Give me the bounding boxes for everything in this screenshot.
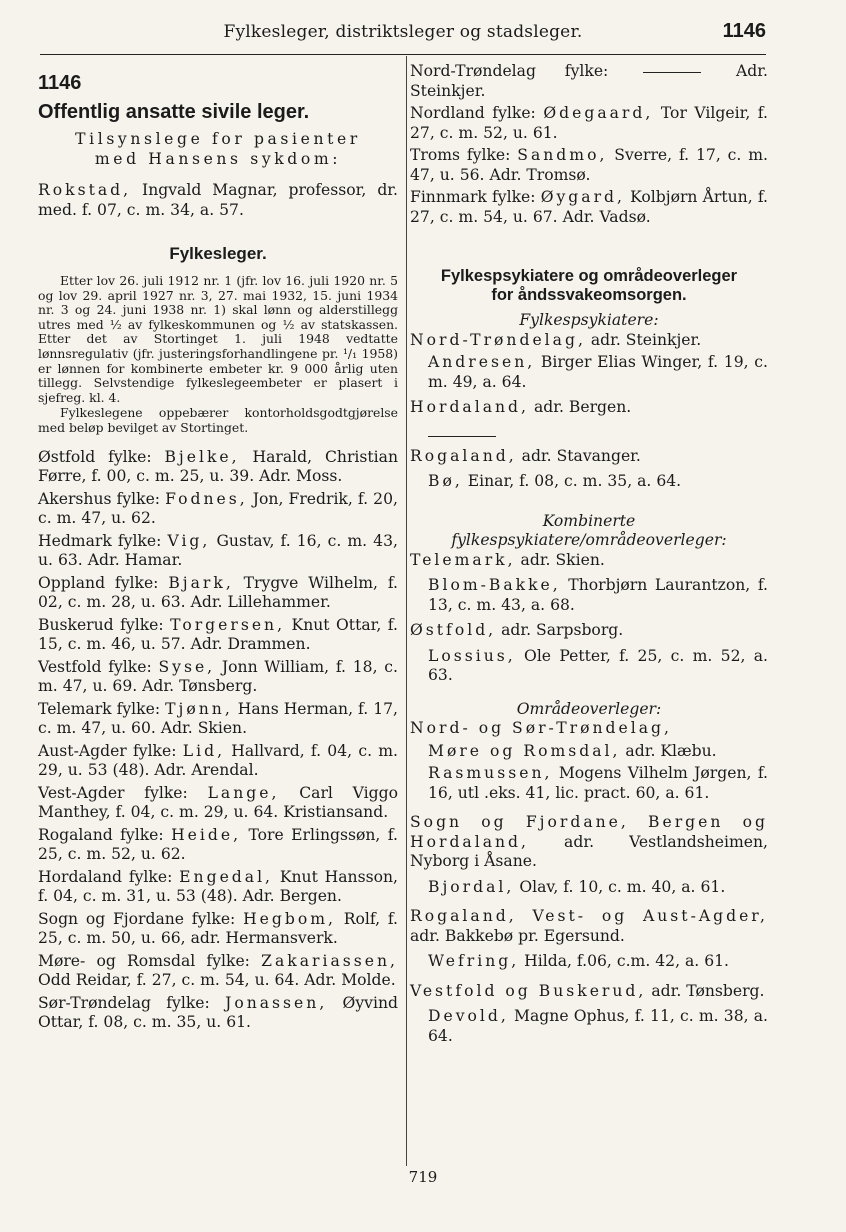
person-name: Bø,: [428, 472, 463, 490]
region-rogaland: [410, 447, 768, 467]
person-name: Rokstad,: [38, 181, 132, 199]
person-name: Sandmo,: [517, 146, 608, 164]
person-name: Ødegaard,: [543, 104, 654, 122]
person-name: Fodnes,: [165, 489, 248, 508]
psych-heading-line-1: Fylkespsykiatere og områdeoverleger: [440, 267, 738, 285]
vacant-entry: [410, 421, 768, 443]
person-name: Devold,: [428, 1007, 509, 1025]
entry-wefring: [410, 952, 768, 972]
person-name: Bjark,: [168, 573, 234, 592]
entry-details: Thorbjørn Laurantzon, f. 13, c. m. 43, a. 68.: [428, 576, 768, 614]
region-more-romsdal: [410, 742, 768, 762]
column-divider: [406, 56, 407, 1166]
entry-nord-trondelag: [410, 62, 768, 101]
region-sogn-fjordane: [410, 813, 768, 872]
page-header: [40, 20, 766, 50]
entry-details: Gustav, f. 16, c. m. 43, u. 63. Adr. Hamar.: [38, 531, 398, 570]
county-label: Hordaland fylke:: [38, 867, 173, 886]
county-label: Aust-Agder fylke:: [38, 741, 177, 760]
person-name: Vig,: [167, 531, 211, 550]
person-name: Syse,: [158, 657, 216, 676]
tilsyn-heading-2: med Hansens sykdom:: [94, 149, 342, 168]
fylkeslege-list-continued: [410, 104, 768, 227]
running-title: Fylkesleger, distriktsleger og stadsleger.: [223, 22, 583, 42]
county-label: Vestfold fylke:: [38, 657, 152, 676]
person-name: Wefring,: [428, 952, 520, 970]
person-name: Lid,: [182, 741, 226, 760]
county-label: Hedmark fylke:: [38, 531, 162, 550]
county-entry: [38, 448, 398, 487]
tilsyn-heading-1: Tilsynslege for pasienter: [75, 130, 361, 148]
entry-details: Tor Vilgeir, f. 27, c. m. 52, u. 61.: [410, 104, 768, 142]
law-paragraph-2: Fylkeslegene oppebærer kontorholdsgodtgjørelse med beløp bevilget av Stortinget.: [38, 405, 398, 435]
fylkespsykiatere-label: Fylkespsykiatere:: [519, 311, 659, 329]
county-entry: [38, 910, 398, 949]
county-entry: [38, 700, 398, 739]
county-entry: [38, 784, 398, 823]
law-paragraph-1: Etter lov 26. juli 1912 nr. 1 (jfr. lov 16. juli 1920 nr. 5 og lov 29. april 1927 nr. 3, 27. mai 1932, 15. juni 1934 nr. 3 og 24. juni 1938 nr. 1) skal lønn og alderstillegg utres med ½ av fylkeskommunen og ½ av statskassen. Etter det av Stortinget 1. juli 1948 vedtatte lønnsregulativ (jfr. justeringsforhandlingene pr. ¹/₁ 1958) er lønnen for kombinerte embeter kr. 9 000 årlig uten tillegg. Selvstendige fylkeslegeembeter er plasert i sjefreg. kl. 4.: [38, 273, 398, 405]
county-label: Nordland fylke:: [410, 104, 536, 122]
entry-details: Hallvard, f. 04, c. m. 29, u. 53 (48). Adr. Arendal.: [38, 741, 399, 780]
entry-details: Hans Herman, f. 17, c. m. 47, u. 60. Adr. Skien.: [38, 699, 399, 738]
region-hordaland: [410, 398, 768, 418]
entry-details: Ole Petter, f. 25, c. m. 52, a. 63.: [428, 646, 768, 684]
county-entry: [38, 952, 398, 991]
section-number: 1146: [38, 72, 82, 94]
entry-details: Knut Ottar, f. 15, c. m. 46, u. 57. Adr. Drammen.: [38, 615, 398, 654]
county-entry: [38, 826, 398, 865]
region-name: Sogn og Fjordane, Bergen og Hordaland,: [410, 813, 768, 851]
entry-andresen: [410, 353, 768, 392]
entry-details: Olav, f. 10, c. m. 40, a. 61.: [514, 877, 726, 896]
county-entry: [38, 994, 398, 1033]
county-entry: [38, 868, 398, 907]
region-address: adr. Sarpsborg.: [496, 621, 624, 639]
entry-details: Adr. Steinkjer.: [410, 62, 768, 100]
entry-details: Odd Reidar, f. 27, c. m. 54, u. 64. Adr. Molde.: [38, 971, 396, 990]
region-rogaland-agder: [410, 907, 768, 946]
county-entry: [38, 658, 398, 697]
person-name: Torgersen,: [170, 615, 286, 634]
region-address: adr. Stavanger.: [516, 446, 641, 465]
entry-details: Magne Ophus, f. 11, c. m. 38, a. 64.: [428, 1007, 768, 1045]
region-name: Østfold,: [410, 621, 497, 639]
person-name: Lange,: [207, 783, 280, 802]
county-entry: [38, 742, 398, 781]
region-name: Nord-Trøndelag,: [410, 330, 586, 349]
section-title: Offentlig ansatte sivile leger.: [38, 101, 310, 123]
county-entry: [38, 574, 398, 613]
county-label: Sogn og Fjordane fylke:: [38, 909, 236, 928]
region-ostfold: [410, 621, 768, 641]
entry-blom-bakke: [410, 576, 768, 615]
person-name: Zakariassen,: [261, 951, 398, 970]
fylkeslege-list: [38, 448, 398, 1033]
region-address: adr. Skien.: [515, 550, 605, 569]
person-name: Heide,: [171, 825, 242, 844]
header-section-number: 1146: [722, 20, 766, 42]
person-name: Bjelke,: [164, 447, 240, 466]
person-name: Jonassen,: [225, 993, 328, 1012]
entry-details: Carl Viggo Manthey, f. 04, c. m. 29, u. 64. Kristiansand.: [38, 783, 398, 822]
person-name: Blom-Bakke,: [428, 576, 561, 594]
entry-bo: [410, 472, 768, 492]
vacant-dash: [643, 72, 701, 73]
region-name: Rogaland,: [410, 446, 517, 465]
county-label: Finnmark fylke:: [410, 188, 536, 206]
county-label: Telemark fylke:: [38, 699, 161, 718]
county-entry: [410, 146, 768, 185]
entry-details: Sverre, f. 17, c. m. 47, u. 56. Adr. Tromsø.: [410, 146, 768, 184]
county-label: Oppland fylke:: [38, 573, 159, 592]
region-address: adr. Vestlandsheimen, Nyborg i Åsane.: [410, 832, 768, 870]
region-address: adr. Tønsberg.: [646, 981, 765, 1000]
fylkesleger-heading: Fylkesleger.: [169, 244, 267, 263]
person-name: Rasmussen,: [428, 764, 553, 782]
kombinerte-label: Kombinerte fylkespsykiatere/områdeoverleger:: [451, 511, 727, 549]
region-name: Vestfold og Buskerud,: [410, 981, 647, 1000]
entry-details: Hilda, f.06, c.m. 42, a. 61.: [519, 952, 729, 970]
right-column: [410, 62, 768, 1049]
person-name: Andresen,: [428, 353, 536, 371]
entry-details: Trygve Wilhelm, f. 02, c. m. 28, u. 63. Adr. Lillehammer.: [38, 573, 398, 612]
county-entry: [38, 532, 398, 571]
region-address: adr. Steinkjer.: [585, 330, 702, 349]
region-name: Telemark,: [410, 550, 516, 569]
county-entry: [410, 188, 768, 227]
entry-details: Øyvind Ottar, f. 08, c. m. 35, u. 61.: [38, 993, 398, 1032]
region-name: Rogaland, Vest- og Aust-Agder,: [410, 907, 768, 925]
region-name: Nord- og Sør-Trøndelag,: [410, 719, 672, 737]
entry-details: Kolbjørn Årtun, f. 27, c. m. 54, u. 67. Adr. Vadsø.: [410, 188, 768, 226]
region-address: adr. Klæbu.: [620, 741, 717, 760]
header-rule: [40, 54, 766, 55]
region-nord-sor-trondelag: [410, 719, 768, 739]
county-entry: [38, 616, 398, 655]
person-name: Øygard,: [540, 188, 625, 206]
county-entry: [38, 490, 398, 529]
region-name: Møre og Romsdal,: [428, 741, 621, 760]
entry-details: Harald, Christian Førre, f. 00, c. m. 25, u. 39. Adr. Moss.: [38, 447, 398, 486]
region-address: adr. Bergen.: [529, 398, 632, 416]
psych-heading-line-2: for åndssvakeomsorgen.: [491, 286, 687, 304]
entry-details: Ingvald Magnar, professor, dr. med. f. 07, c. m. 34, a. 57.: [38, 181, 398, 219]
region-name: Hordaland,: [410, 398, 529, 416]
entry-details: Jon, Fredrik, f. 20, c. m. 47, u. 62.: [38, 489, 398, 528]
person-name: Lossius,: [428, 646, 516, 665]
person-name: Tjønn,: [165, 699, 233, 718]
entry-details: Birger Elias Winger, f. 19, c. m. 49, a. 64.: [428, 353, 768, 391]
entry-bjordal: [410, 878, 768, 898]
vacant-dash: [428, 436, 496, 437]
county-label: Nord-Trøndelag fylke:: [410, 62, 609, 80]
county-label: Møre- og Romsdal fylke:: [38, 951, 250, 970]
county-label: Buskerud fylke:: [38, 615, 164, 634]
entry-details: Mogens Vilhelm Jørgen, f. 16, utl .eks. 41, lic. pract. 60, a. 61.: [428, 764, 768, 802]
entry-rasmussen: [410, 764, 768, 803]
entry-lossius: [410, 647, 768, 686]
county-label: Akershus fylke:: [38, 489, 161, 508]
entry-details: Jonn William, f. 18, c. m. 47, u. 69. Adr. Tønsberg.: [38, 657, 398, 696]
county-label: Østfold fylke:: [38, 447, 152, 466]
county-label: Vest-Agder fylke:: [38, 783, 188, 802]
entry-details: Einar, f. 08, c. m. 35, a. 64.: [462, 472, 682, 490]
page-number: 719: [408, 1168, 438, 1186]
person-name: Bjordal,: [428, 877, 515, 896]
omradeoverleger-label: Områdeoverleger:: [516, 699, 662, 718]
person-name: Hegbom,: [243, 909, 337, 928]
person-name: Engedal,: [179, 867, 274, 886]
entry-devold: [410, 1007, 768, 1046]
left-column: [38, 62, 398, 1036]
entry-details: Rolf, f. 25, c. m. 50, u. 66, adr. Hermansverk.: [38, 909, 398, 948]
entry-details: Knut Hansson, f. 04, c. m. 31, u. 53 (48). Adr. Bergen.: [38, 867, 398, 906]
county-label: Troms fylke:: [410, 146, 511, 164]
region-vestfold-buskerud: [410, 982, 768, 1002]
entry-details: Tore Erlingssøn, f. 25, c. m. 52, u. 62.: [38, 825, 398, 864]
region-telemark: [410, 551, 768, 571]
county-label: Sør-Trøndelag fylke:: [38, 993, 210, 1012]
region-nord-trondelag: [410, 331, 768, 351]
county-entry: [410, 104, 768, 143]
region-address: adr. Bakkebø pr. Egersund.: [410, 926, 625, 945]
county-label: Rogaland fylke:: [38, 825, 164, 844]
entry-rokstad: [38, 181, 398, 220]
